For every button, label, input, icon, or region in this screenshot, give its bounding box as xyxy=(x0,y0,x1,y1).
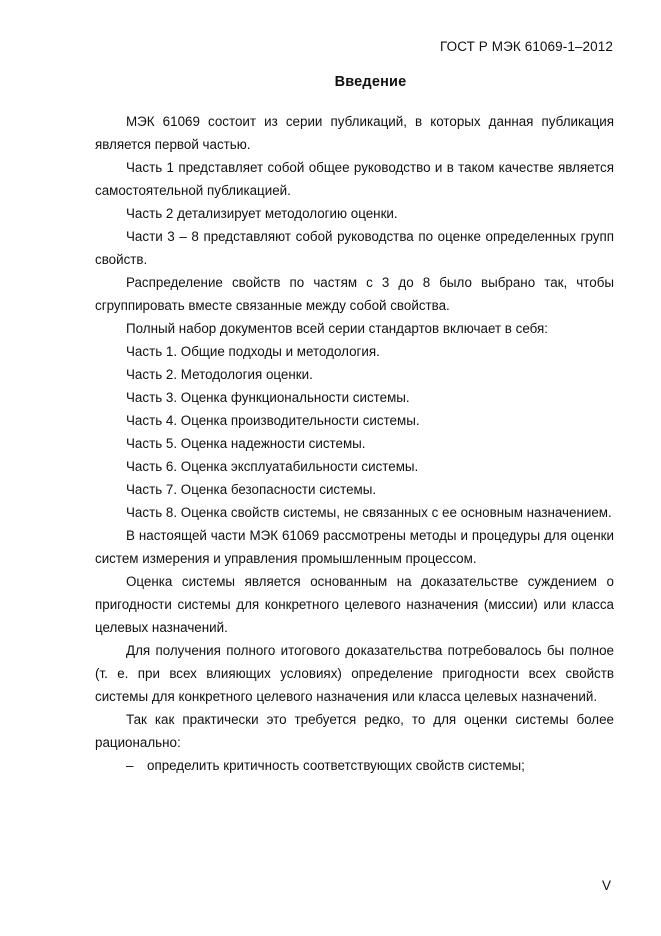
part-list-item: Часть 3. Оценка функциональности системы. xyxy=(126,390,410,405)
dash-list-text: определить критичность соответствующих свойств системы; xyxy=(147,758,525,773)
paragraph: Части 3 – 8 представляют собой руководства по оценке определенных групп свойств. xyxy=(95,229,614,267)
dash-list-item xyxy=(95,754,614,777)
part-list-item: Часть 2. Методология оценки. xyxy=(126,367,313,382)
paragraph: Распределение свойств по частям с 3 до 8 было выбрано так, чтобы сгруппировать вместе связанные между собой свойства. xyxy=(95,275,614,313)
paragraph: Часть 1 представляет собой общее руководство и в таком качестве является самостоятельной публикацией. xyxy=(95,160,614,198)
paragraph: В настоящей части МЭК 61069 рассмотрены методы и процедуры для оценки систем измерения и управления промышленным процессом. xyxy=(95,528,614,566)
paragraph: МЭК 61069 состоит из серии публикаций, в которых данная публикация является первой частью. xyxy=(95,114,614,152)
part-list-item: Часть 6. Оценка эксплуатабильности системы. xyxy=(126,459,419,474)
part-list-item: Часть 7. Оценка безопасности системы. xyxy=(126,482,377,497)
paragraph: Оценка системы является основанным на доказательстве суждением о пригодности системы для конкретного целевого назначения (миссии) или класса целевых назначений. xyxy=(95,574,614,635)
section-title: Введение xyxy=(334,74,407,90)
dash-marker: – xyxy=(126,758,134,773)
part-list-item: Часть 8. Оценка свойств системы, не связанных с ее основным назначением. xyxy=(126,505,612,520)
paragraph: Для получения полного итогового доказательства потребовалось бы полное (т. е. при всех влияющих условиях) определение пригодности всех свойств системы для конкретного целевого назначения или класса целевых назначений. xyxy=(95,643,614,704)
part-list-item: Часть 4. Оценка производительности системы. xyxy=(126,413,420,428)
part-list-item: Часть 1. Общие подходы и методология. xyxy=(126,344,380,359)
paragraph: Часть 2 детализирует методологию оценки. xyxy=(126,206,398,221)
page-number: V xyxy=(601,878,611,893)
document-body xyxy=(95,110,614,777)
part-list-item: Часть 5. Оценка надежности системы. xyxy=(126,436,366,451)
paragraph: Так как практически это требуется редко, то для оценки системы более рационально: xyxy=(95,712,614,750)
standard-designation: ГОСТ Р МЭК 61069-1–2012 xyxy=(439,39,613,54)
paragraph: Полный набор документов всей серии стандартов включает в себя: xyxy=(126,321,548,336)
